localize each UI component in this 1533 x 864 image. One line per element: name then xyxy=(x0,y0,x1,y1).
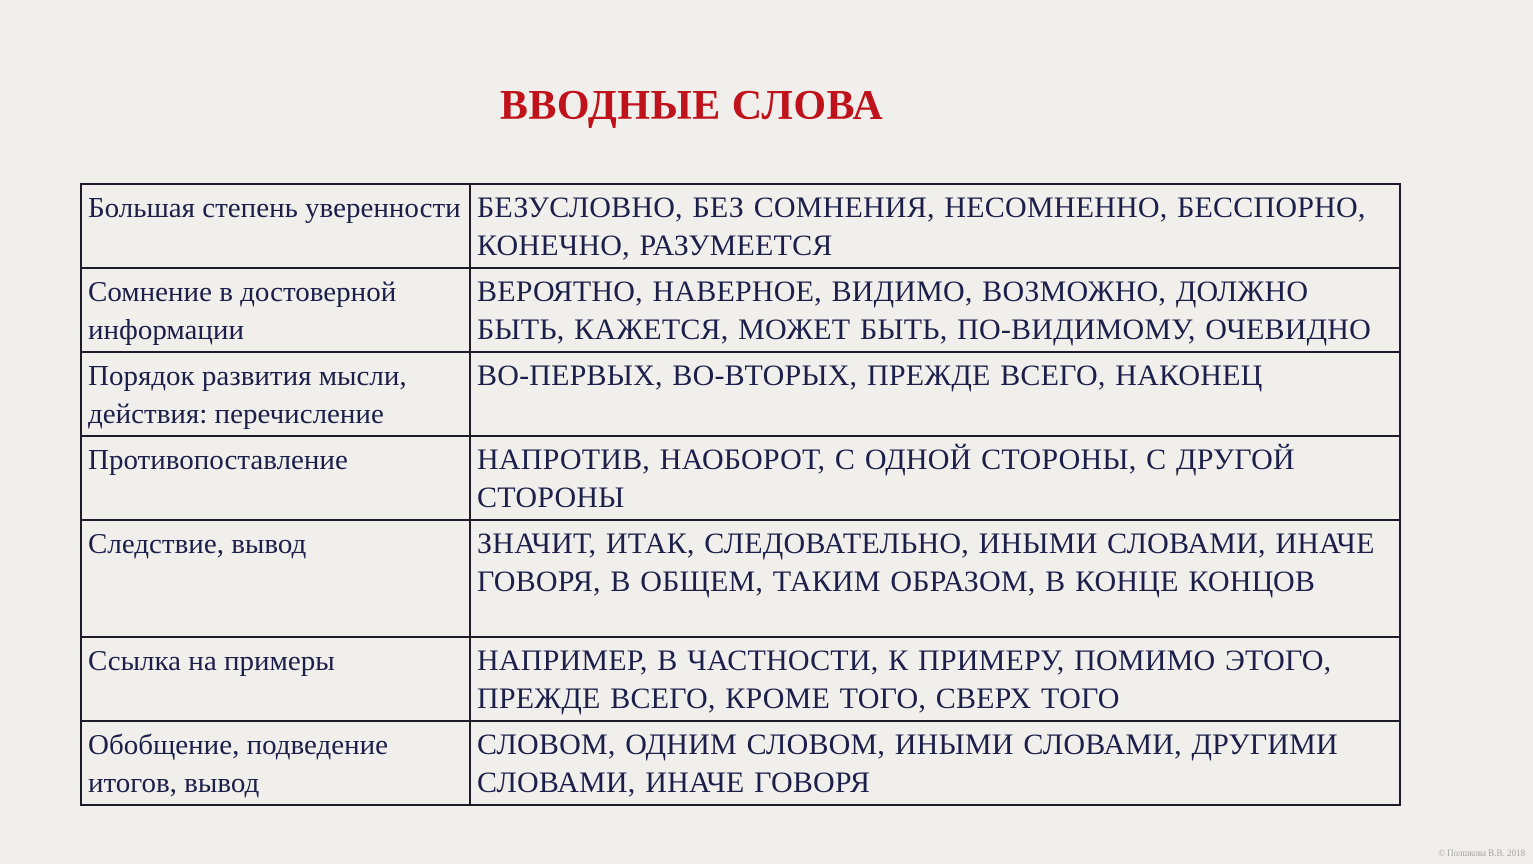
table-row xyxy=(81,520,1400,637)
words-cell: НАПРОТИВ, НАОБОРОТ, С ОДНОЙ СТОРОНЫ, С ДРУГОЙ СТОРОНЫ xyxy=(470,436,1400,520)
words-cell: НАПРИМЕР, В ЧАСТНОСТИ, К ПРИМЕРУ, ПОМИМО ЭТОГО, ПРЕЖДЕ ВСЕГО, КРОМЕ ТОГО, СВЕРХ ТОГО xyxy=(470,637,1400,721)
words-cell: ЗНАЧИТ, ИТАК, СЛЕДОВАТЕЛЬНО, ИНЫМИ СЛОВАМИ, ИНАЧЕ ГОВОРЯ, В ОБЩЕМ, ТАКИМ ОБРАЗОМ, В КОНЦЕ КОНЦОВ xyxy=(470,520,1400,637)
words-cell: ВЕРОЯТНО, НАВЕРНОЕ, ВИДИМО, ВОЗМОЖНО, ДОЛЖНО БЫТЬ, КАЖЕТСЯ, МОЖЕТ БЫТЬ, ПО-ВИДИМОМУ, ОЧЕВИДНО xyxy=(470,268,1400,352)
category-cell: Сомнение в достоверной информации xyxy=(81,268,470,352)
words-cell: БЕЗУСЛОВНО, БЕЗ СОМНЕНИЯ, НЕСОМНЕННО, БЕССПОРНО, КОНЕЧНО, РАЗУМЕЕТСЯ xyxy=(470,184,1400,268)
category-cell: Порядок развития мысли, действия: перечисление xyxy=(81,352,470,436)
words-cell: ВО-ПЕРВЫХ, ВО-ВТОРЫХ, ПРЕЖДЕ ВСЕГО, НАКОНЕЦ xyxy=(470,352,1400,436)
table-row xyxy=(81,184,1400,268)
category-cell: Большая степень уверенности xyxy=(81,184,470,268)
footer-credit: © Полшкова В.В. 2018 xyxy=(1438,848,1525,858)
slide-title: ВВОДНЫЕ СЛОВА xyxy=(499,83,884,129)
words-cell: СЛОВОМ, ОДНИМ СЛОВОМ, ИНЫМИ СЛОВАМИ, ДРУГИМИ СЛОВАМИ, ИНАЧЕ ГОВОРЯ xyxy=(470,721,1400,805)
category-cell: Противопоставление xyxy=(81,436,470,520)
table-row xyxy=(81,436,1400,520)
introductory-words-table xyxy=(80,183,1401,806)
category-cell: Следствие, вывод xyxy=(81,520,470,637)
category-cell: Обобщение, подведение итогов, вывод xyxy=(81,721,470,805)
table-row xyxy=(81,268,1400,352)
table-row xyxy=(81,637,1400,721)
category-cell: Ссылка на примеры xyxy=(81,637,470,721)
table-row xyxy=(81,352,1400,436)
table-row xyxy=(81,721,1400,805)
